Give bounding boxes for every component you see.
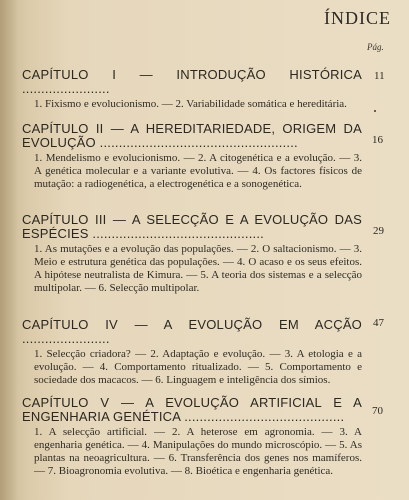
chapter-page-number: 29	[373, 225, 384, 237]
chapter-description: 1. Selecção criadora? — 2. Adaptação e evolução. — 3. A etologia e a evolução. — 4. Comportamento ritualizado. — 5. Comportamento e sociedade dos macacos. — 6. Linguagem e inteligência dos símios.	[34, 348, 362, 386]
chapter-title: CAPÍTULO I — INTRODUÇÃO HISTÓRICA .......................	[22, 67, 362, 96]
ink-speck	[374, 110, 376, 112]
chapter-description: 1. Mendelismo e evolucionismo. — 2. A citogenética e a evolução. — 3. A genética molecular e a variante evolutiva. — 4. Os factores físicos de mutação: a radiogenética, a electrogenética e a sonogenética.	[34, 152, 362, 190]
chapter-title: CAPÍTULO V — A EVOLUÇÃO ARTIFICIAL E A ENGENHARIA GENÉTICA ..........................................	[22, 395, 362, 424]
chapter-title: CAPÍTULO II — A HEREDITARIEDADE, ORIGEM DA EVOLUÇÃO ....................................................	[22, 121, 362, 150]
toc-entry-chapter-5	[22, 396, 362, 478]
page-title: ÍNDICE	[324, 8, 391, 28]
chapter-page-number: 16	[372, 134, 383, 146]
toc-entry-chapter-1	[22, 68, 362, 111]
page-binding-shadow	[0, 0, 18, 500]
toc-entry-chapter-3	[22, 213, 362, 295]
chapter-title: CAPÍTULO III — A SELECÇÃO E A EVOLUÇÃO DAS ESPÉCIES .............................................	[22, 212, 362, 241]
page-column-label: Pág.	[367, 42, 384, 52]
chapter-description: 1. Fixismo e evolucionismo. — 2. Variabilidade somática e hereditária.	[34, 98, 347, 110]
toc-entry-chapter-4	[22, 318, 362, 387]
chapter-description: 1. As mutações e a evolução das populações. — 2. O saltacionismo. — 3. Meio e estrutura genética das populações. — 4. O acaso e os seus efeitos. A hipótese neutralista de Kimura. — 5. A teoria dos sistemas e a selecção multipolar. — 6. Selecção multipolar.	[34, 243, 362, 294]
chapter-page-number: 11	[374, 70, 385, 82]
chapter-page-number: 70	[372, 405, 383, 417]
chapter-description: 1. A selecção artificial. — 2. A heterose em agronomia. — 3. A engenharia genética. — 4. Manipulações do mundo microscópio. — 5. As plantas na neoagricultura. — 6. Transferência dos genes nos mamíferos. — 7. Bioagronomia evolutiva. — 8. Bioética e engenharia genética.	[34, 426, 362, 477]
chapter-page-number: 47	[373, 317, 384, 329]
toc-entry-chapter-2	[22, 122, 362, 191]
chapter-title: CAPÍTULO IV — A EVOLUÇÃO EM ACÇÃO .......................	[22, 317, 362, 346]
